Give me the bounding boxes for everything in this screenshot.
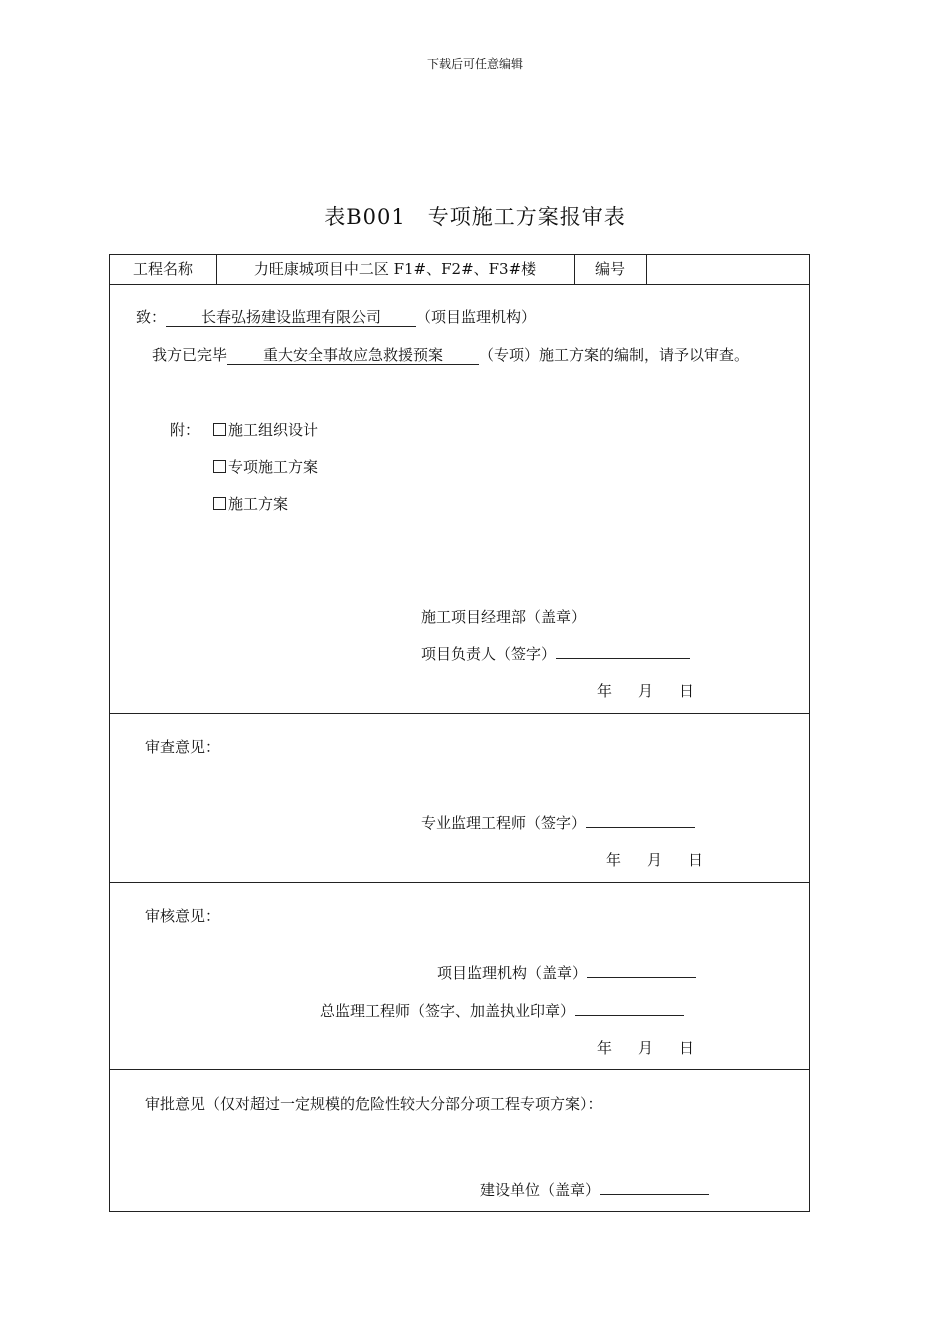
- attach-label: 附：: [170, 421, 201, 439]
- project-name-value: 力旺康城项目中二区 F1#、F2#、F3#楼: [253, 260, 537, 278]
- to-line: [136, 306, 536, 327]
- section2-date: 年 月 日: [606, 851, 704, 869]
- chief-sign-field[interactable]: [575, 1001, 684, 1016]
- engineer-sign-field[interactable]: [586, 813, 695, 828]
- checkbox-icon[interactable]: [213, 423, 226, 436]
- section1-date: 年 月 日: [597, 682, 695, 700]
- dept-stamp: 施工项目经理部（盖章）: [421, 608, 587, 626]
- header-note: 下载后可任意编辑: [426, 57, 523, 71]
- agency-stamp-label: 项目监理机构（盖章）: [437, 964, 588, 982]
- statement-value[interactable]: 重大安全事故应急救援预案: [227, 346, 479, 365]
- divider: [110, 713, 809, 714]
- agency-stamp-line: [437, 962, 696, 983]
- number-label: 编号: [594, 260, 625, 278]
- attachment-item[interactable]: 专项施工方案: [213, 456, 318, 477]
- checkbox-icon[interactable]: [213, 460, 226, 473]
- divider: [110, 284, 809, 285]
- engineer-sign-line: [421, 812, 695, 833]
- page-title: 表B001 专项施工方案报审表: [324, 205, 626, 229]
- manager-sign-line: [421, 643, 690, 664]
- owner-stamp-label: 建设单位（盖章）: [480, 1181, 601, 1199]
- attachment-item[interactable]: 施工方案: [213, 493, 288, 514]
- project-name-label: 工程名称: [132, 260, 193, 278]
- agency-stamp-field[interactable]: [587, 963, 696, 978]
- checkbox-icon[interactable]: [213, 497, 226, 510]
- audit-opinion-label: 审核意见：: [145, 907, 221, 925]
- review-opinion-label: 审查意见：: [145, 738, 221, 756]
- manager-sign-field[interactable]: [556, 644, 690, 659]
- owner-stamp-field[interactable]: [600, 1180, 709, 1195]
- review-form: [109, 254, 810, 1212]
- statement-suffix: （专项）施工方案的编制，请予以审查。: [479, 346, 750, 364]
- to-label: 致：: [136, 308, 167, 326]
- chief-sign-line: [320, 1000, 684, 1021]
- divider: [110, 1069, 809, 1070]
- statement-line: [152, 344, 749, 365]
- statement-prefix: 我方已完毕: [152, 346, 228, 364]
- chief-sign-label: 总监理工程师（签字、加盖执业印章）: [320, 1002, 576, 1020]
- number-value[interactable]: [646, 255, 809, 284]
- to-value[interactable]: 长春弘扬建设监理有限公司: [166, 308, 416, 327]
- section3-date: 年 月 日: [597, 1039, 695, 1057]
- owner-stamp-line: [480, 1179, 709, 1200]
- attachment-item[interactable]: 施工组织设计: [213, 419, 318, 440]
- approval-opinion-label: 审批意见（仅对超过一定规模的危险性较大分部分项工程专项方案）：: [145, 1095, 603, 1113]
- manager-sign-label: 项目负责人（签字）: [421, 645, 557, 663]
- engineer-sign-label: 专业监理工程师（签字）: [421, 814, 587, 832]
- divider: [110, 882, 809, 883]
- to-suffix: （项目监理机构）: [416, 308, 537, 326]
